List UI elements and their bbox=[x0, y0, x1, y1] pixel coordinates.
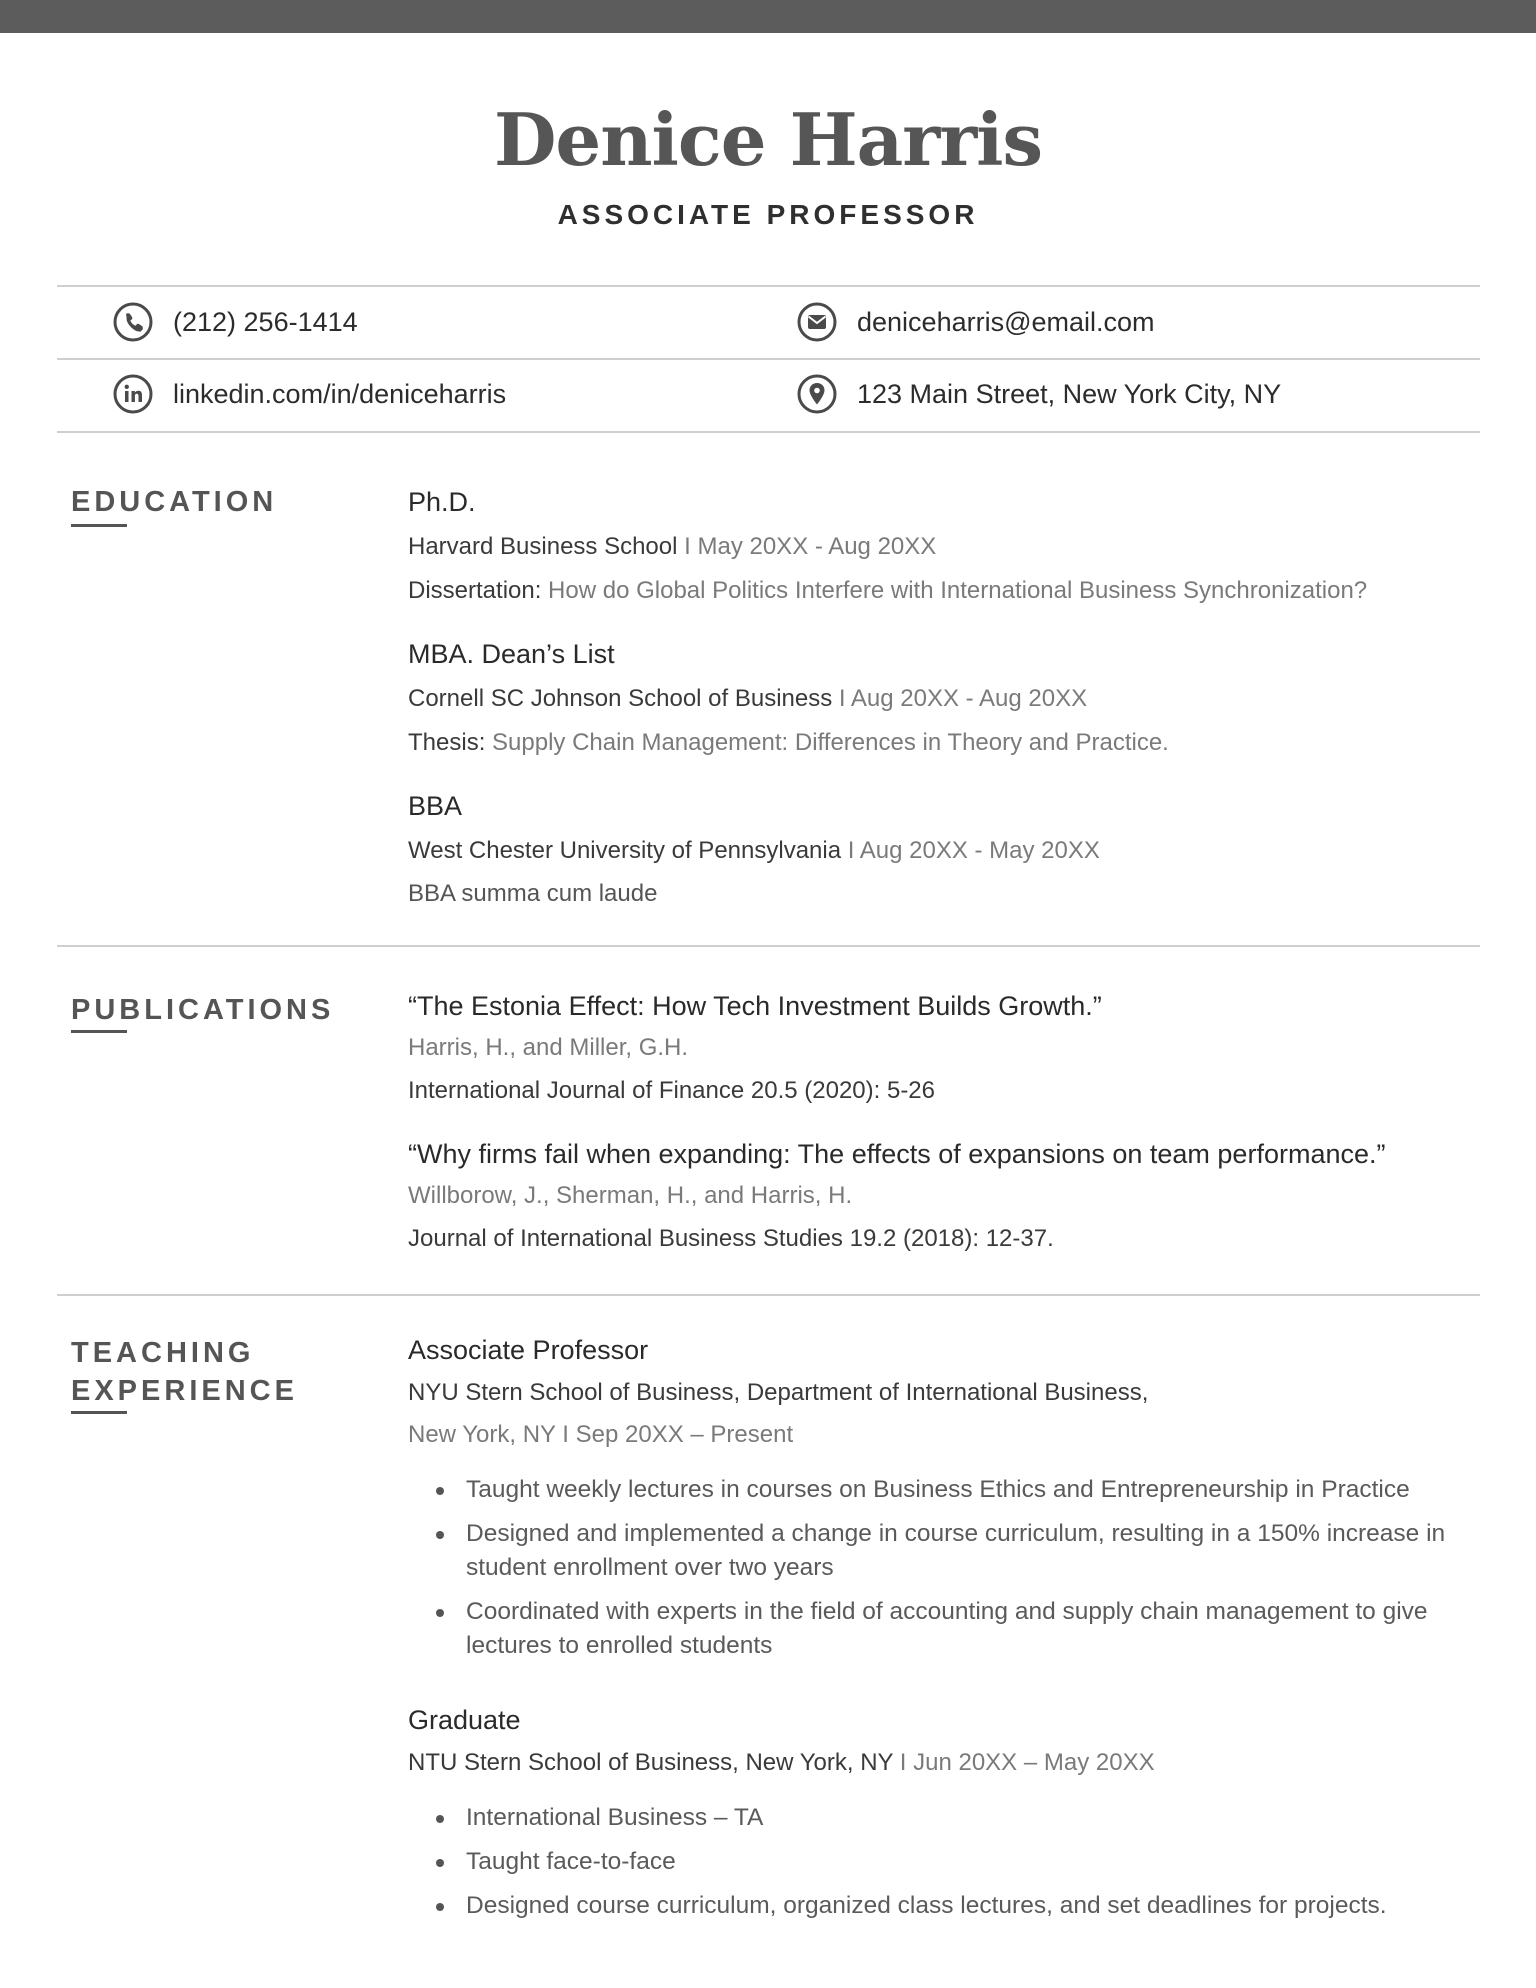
education-school: Cornell SC Johnson School of Business bbox=[408, 685, 833, 712]
address-text: 123 Main Street, New York City, NY bbox=[857, 378, 1282, 409]
publication-authors: Willborow, J., Sherman, H., and Harris, H. bbox=[408, 1182, 853, 1209]
contact-phone[interactable] bbox=[113, 302, 358, 342]
contact-linkedin[interactable] bbox=[113, 374, 506, 414]
education-detail-text: How do Global Politics Interfere with International Business Synchronization? bbox=[541, 577, 1368, 604]
section-title-education: EDUCATION bbox=[71, 486, 278, 518]
job-location: New York, NY bbox=[408, 1421, 556, 1448]
education-detail-label: Thesis: bbox=[408, 729, 486, 756]
list-item: Designed course curriculum, organized class lectures, and set deadlines for projects. bbox=[430, 1889, 1470, 1923]
section-underline bbox=[71, 1411, 127, 1414]
divider bbox=[57, 945, 1480, 947]
publication-title: “Why firms fail when expanding: The effects of expansions on team performance.” bbox=[408, 1139, 1386, 1169]
divider bbox=[57, 285, 1480, 287]
list-item: Taught weekly lectures in courses on Business Ethics and Entrepreneurship in Practice bbox=[430, 1473, 1470, 1507]
location-pin-icon bbox=[797, 374, 837, 414]
publication-authors: Harris, H., and Miller, G.H. bbox=[408, 1034, 689, 1061]
email-icon bbox=[797, 302, 837, 342]
education-school-line bbox=[408, 685, 1087, 713]
education-degree: Ph.D. bbox=[408, 487, 476, 517]
linkedin-text: linkedin.com/in/deniceharris bbox=[173, 378, 507, 409]
section-title-publications: PUBLICATIONS bbox=[71, 994, 335, 1026]
job-location-line bbox=[408, 1421, 793, 1449]
list-item: International Business – TA bbox=[430, 1801, 1470, 1835]
education-school: Harvard Business School bbox=[408, 533, 678, 560]
list-item: Coordinated with experts in the field of accounting and supply chain management to give lectures to enrolled students bbox=[430, 1595, 1470, 1663]
publication-title: “The Estonia Effect: How Tech Investment Builds Growth.” bbox=[408, 991, 1102, 1021]
education-school-line bbox=[408, 533, 936, 561]
job-bullets bbox=[430, 1473, 1470, 1673]
education-detail-line bbox=[408, 729, 1169, 757]
job-role: Associate Professor bbox=[408, 1335, 649, 1365]
job-role: Graduate bbox=[408, 1705, 521, 1735]
list-item: Taught face-to-face bbox=[430, 1845, 1470, 1879]
education-degree: BBA bbox=[408, 791, 463, 821]
publication-journal: International Journal of Finance 20.5 (2020): 5-26 bbox=[408, 1077, 936, 1104]
candidate-name: Denice Harris bbox=[493, 97, 1043, 182]
job-org: NYU Stern School of Business, Department of International Business, bbox=[408, 1379, 1149, 1406]
job-org: NTU Stern School of Business, New York, NY bbox=[408, 1749, 894, 1776]
education-dates: I May 20XX - Aug 20XX bbox=[684, 533, 937, 560]
candidate-title: ASSOCIATE PROFESSOR bbox=[557, 199, 979, 230]
phone-text: (212) 256-1414 bbox=[173, 306, 358, 337]
linkedin-icon bbox=[113, 374, 153, 414]
education-school: West Chester University of Pennsylvania bbox=[408, 837, 842, 864]
education-dates: I Aug 20XX - May 20XX bbox=[847, 837, 1100, 864]
education-school-line bbox=[408, 837, 1100, 865]
education-detail-label: Dissertation: bbox=[408, 577, 542, 604]
job-org-line bbox=[408, 1749, 1155, 1777]
section-underline bbox=[71, 524, 127, 527]
phone-icon bbox=[113, 302, 153, 342]
education-detail-line bbox=[408, 880, 657, 908]
education-dates: I Aug 20XX - Aug 20XX bbox=[838, 685, 1088, 712]
section-underline bbox=[71, 1030, 127, 1033]
education-detail-label: BBA summa cum laude bbox=[408, 880, 658, 907]
job-bullets bbox=[430, 1801, 1470, 1933]
job-dates: I Sep 20XX – Present bbox=[555, 1421, 794, 1448]
section-title-teaching: TEACHING bbox=[71, 1337, 255, 1369]
education-degree: MBA. Dean’s List bbox=[408, 639, 615, 669]
job-dates: I Jun 20XX – May 20XX bbox=[893, 1749, 1155, 1776]
top-bar bbox=[0, 0, 1536, 33]
contact-address bbox=[797, 374, 1281, 414]
divider bbox=[57, 431, 1480, 433]
divider bbox=[57, 358, 1480, 360]
education-detail-line bbox=[408, 577, 1367, 605]
list-item: Designed and implemented a change in course curriculum, resulting in a 150% increase in student enrollment over two years bbox=[430, 1517, 1470, 1585]
contact-email[interactable] bbox=[797, 302, 1155, 342]
section-title-experience: EXPERIENCE bbox=[71, 1375, 298, 1407]
email-text: deniceharris@email.com bbox=[857, 306, 1155, 337]
divider bbox=[57, 1294, 1480, 1296]
publication-journal: Journal of International Business Studies 19.2 (2018): 12-37. bbox=[408, 1225, 1054, 1252]
education-detail-text: Supply Chain Management: Differences in Theory and Practice. bbox=[485, 729, 1169, 756]
